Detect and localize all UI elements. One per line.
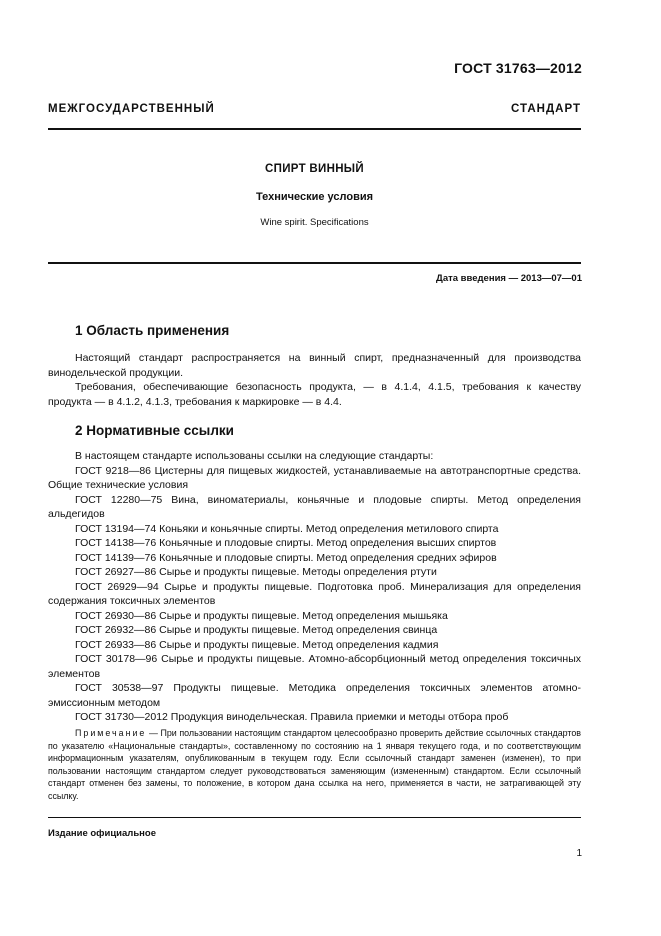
note-block (48, 727, 581, 802)
note-label: Примечание (75, 728, 147, 738)
note-paragraph (48, 727, 581, 802)
section-2-heading: 2 Нормативные ссылки (75, 423, 234, 438)
page-number: 1 (576, 848, 582, 859)
note-text: — При пользовании настоящим стандартом целесообразно проверить действие ссылочных стандартов по указателю «Национальные стандарты», составленному по состоянию на 1 января текущего года, и по соответствующим информационным указателям, опубликованным в текущем году. Если ссылочный стандарт заменен (изменен), то при пользовании настоящим стандартом следует руководствоваться заменяющим (измененным) стандартом. Если ссылочный стандарт отменен без замены, то положение, в котором дана ссылка на него, применяется в части, не затрагивающей эту ссылку. (48, 728, 581, 801)
reference-item: ГОСТ 14138—76 Коньячные и плодовые спирты. Метод определения высших спиртов (75, 537, 497, 549)
reference-item: ГОСТ 14139—76 Коньячные и плодовые спирты. Метод определения средних эфиров (75, 551, 497, 564)
reference-item: ГОСТ 13194—74 Коньяки и коньячные спирты. Метод определения метилового спирта (75, 522, 499, 535)
footer-rule (48, 817, 581, 818)
reference-item: ГОСТ 26927—86 Сырье и продукты пищевые. Методы определения ртути (75, 566, 437, 578)
reference-item: ГОСТ 30178—96 Сырье и продукты пищевые. Атомно-абсорбционный метод определения токсичных элементов (48, 653, 581, 680)
document-subtitle: Технические условия (255, 191, 374, 203)
reference-item: ГОСТ 26932—86 Сырье и продукты пищевые. Метод определения свинца (75, 624, 438, 636)
interstate-standard-label: МЕЖГОСУДАРСТВЕННЫЙ СТАНДАРТ (48, 103, 581, 115)
section-1-heading: 1 Область применения (75, 323, 230, 338)
document-title-english: Wine spirit. Specifications (260, 217, 369, 228)
reference-item: ГОСТ 26929—94 Сырье и продукты пищевые. Подготовка проб. Минерализация для определения содержания токсичных элементов (48, 580, 581, 607)
references-intro: В настоящем стандарте использованы ссылки на следующие стандарты: (75, 450, 434, 462)
normative-references-list (48, 449, 581, 725)
gost-code: ГОСТ 31763—2012 (454, 60, 582, 76)
header-rule (48, 128, 581, 130)
reference-item: ГОСТ 31730—2012 Продукция винодельческая. Правила приемки и методы отбора проб (75, 711, 509, 723)
reference-item: ГОСТ 26933—86 Сырье и продукты пищевые. Метод определения кадмия (75, 638, 439, 651)
official-edition-label: Издание официальное (48, 828, 156, 839)
reference-item: ГОСТ 26930—86 Сырье и продукты пищевые. Метод определения мышьяка (75, 609, 448, 622)
introduction-date: Дата введения — 2013—07—01 (436, 273, 582, 284)
section-1-body (48, 351, 581, 409)
title-rule (48, 262, 581, 264)
reference-item: ГОСТ 12280—75 Вина, виноматериалы, коньячные и плодовые спирты. Метод определения альдегидов (48, 493, 581, 520)
section-1-paragraph: Требования, обеспечивающие безопасность продукта, — в 4.1.4, 4.1.5, требования к качеству продукта — в 4.1.2, 4.1.3, требования к маркировке — в 4.4. (48, 381, 581, 408)
reference-item: ГОСТ 30538—97 Продукты пищевые. Методика определения токсичных элементов атомно-эмиссионным методом (48, 682, 581, 709)
reference-item: ГОСТ 9218—86 Цистерны для пищевых жидкостей, устанавливаемые на автотранспортные средства. Общие технические условия (48, 464, 581, 491)
document-title: СПИРТ ВИННЫЙ (265, 163, 364, 175)
section-1-paragraph: Настоящий стандарт распространяется на винный спирт, предназначенный для производства винодельческой продукции. (48, 352, 581, 379)
